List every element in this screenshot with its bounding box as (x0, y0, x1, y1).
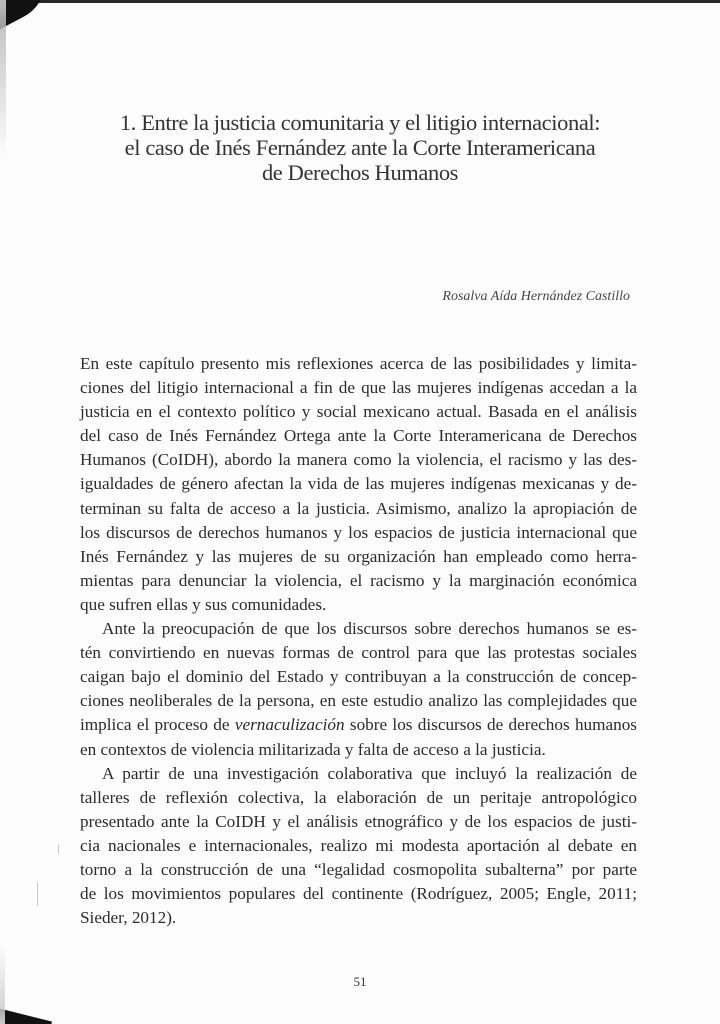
text-line: que sufren ellas y sus comunidades. (80, 594, 327, 614)
text-line: torno a la construcción de una “legalidad cosmopolita subalterna” por parte (80, 859, 637, 879)
paragraph (80, 762, 637, 931)
chapter-title-line: el caso de Inés Fernández ante la Corte Interamericana (124, 135, 596, 160)
text-line: terminan su falta de acceso a la justicia. Asimismo, analizo la apropiación de (80, 498, 637, 518)
text-run: sobre los discursos de derechos humanos (344, 715, 637, 735)
text-line: Sieder, 2012). (80, 908, 177, 928)
text-run: implica el proceso de (80, 715, 235, 735)
body-text (80, 352, 637, 930)
chapter-author: Rosalva Aída Hernández Castillo (442, 289, 630, 304)
text-line: cia nacionales e internacionales, realizo mi modesta aportación al debate en (80, 835, 637, 855)
text-line: justicia en el contexto político y social mexicano actual. Basada en el análisis (80, 402, 637, 422)
margin-mark (37, 882, 38, 906)
text-line: tén convirtiendo en nuevas formas de control para que las protestas sociales (80, 643, 637, 663)
paragraph (80, 352, 637, 617)
text-line: ciones del litigio internacional a fin de que las mujeres indígenas accedan a la (80, 378, 637, 398)
chapter-title-line: de Derechos Humanos (261, 160, 459, 185)
text-line: A partir de una investigación colaborativa que incluyó la realización de (102, 763, 637, 783)
scan-corner-shadow-top-left (0, 0, 59, 35)
page-number: 51 (353, 974, 367, 989)
text-line: ciones neoliberales de la persona, en este estudio analizo las complejidades que (80, 691, 637, 711)
text-line: de los movimientos populares del continente (Rodríguez, 2005; Engle, 2011; (80, 884, 637, 904)
text-line: del caso de Inés Fernández Ortega ante la Corte Interamericana de Derechos (80, 426, 637, 446)
text-line: En este capítulo presento mis reflexiones acerca de las posibilidades y limita- (80, 354, 637, 373)
text-line: Ante la preocupación de que los discursos sobre derechos humanos se es- (102, 619, 637, 639)
scan-corner-shadow-bottom-left (0, 1007, 52, 1024)
text-line: en contextos de violencia militarizada y falta de acceso a la justicia. (80, 739, 546, 759)
chapter-title-line: 1. Entre la justicia comunitaria y el litigio internacional: (119, 110, 601, 135)
italic-term: vernaculización (234, 715, 345, 735)
scan-edge-shadow-left (0, 0, 6, 160)
margin-mark (58, 844, 59, 854)
text-line: caigan bajo el dominio del Estado y contribuyan a la construcción de concep- (80, 667, 637, 687)
text-line: igualdades de género afectan la vida de las mujeres indígenas mexicanas y de- (80, 474, 637, 494)
text-line: presentado ante la CoIDH y el análisis etnográfico y de los espacios de justi- (80, 811, 637, 831)
paragraph (80, 617, 637, 762)
scan-edge-top (0, 0, 720, 3)
text-line (80, 713, 637, 737)
chapter-title (100, 110, 620, 185)
text-line: los discursos de derechos humanos y los espacios de justicia internacional que (80, 522, 637, 542)
text-line: Inés Fernández y las mujeres de su organización han empleado como herra- (80, 546, 637, 566)
text-line: talleres de reflexión colectiva, la elaboración de un peritaje antropológico (80, 787, 637, 807)
text-line: mientas para denunciar la violencia, el racismo y la marginación económica (80, 570, 637, 590)
text-line: Humanos (CoIDH), abordo la manera como la violencia, el racismo y las des- (80, 450, 637, 470)
